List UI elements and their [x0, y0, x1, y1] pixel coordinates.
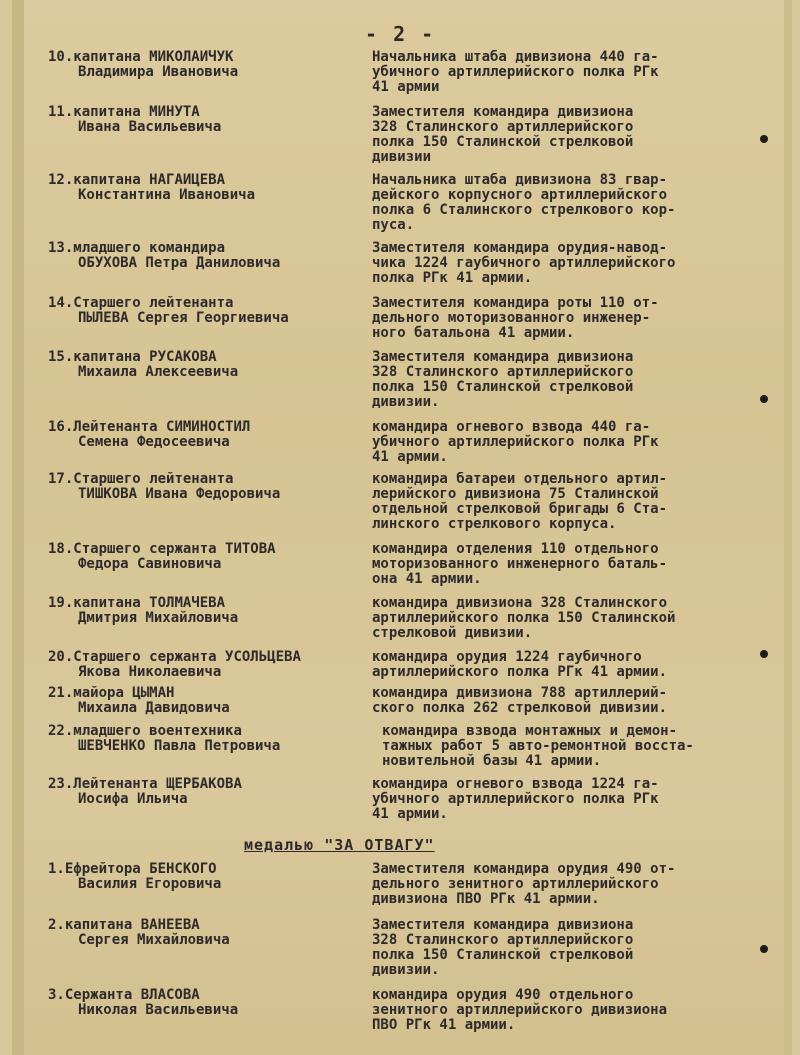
recipient-rank-name: капитана ТОЛМАЧЕВА: [73, 596, 226, 611]
recipient-position: командира дивизиона 788 артиллерий- ского полка 262 стрелковой дивизии.: [372, 686, 668, 716]
recipient-patronymic: Ивана Васильевича: [78, 119, 222, 135]
recipient-rank-name: Старшего лейтенанта: [73, 296, 234, 311]
recipient-rank-name: Лейтенанта ЩЕРБАКОВА: [73, 777, 242, 792]
recipient: [48, 350, 368, 380]
recipient-position: Заместителя командира орудия 490 от- дельного зенитного артиллерийского дивизиона ПВО РГк 41 армии.: [372, 862, 676, 907]
recipient-patronymic: Михаила Давидовича: [78, 700, 230, 716]
recipient: [48, 420, 368, 450]
recipient: [48, 50, 368, 80]
entry-number: 18.: [48, 542, 74, 557]
recipient-rank-name: Сержанта ВЛАСОВА: [64, 988, 200, 1003]
recipient-rank-name: капитана МИКОЛАЙЧУК: [73, 50, 234, 65]
entry-number: 2.: [48, 918, 65, 933]
recipient-position: Заместителя командира дивизиона 328 Сталинского артиллерийского полка 150 Сталинской стрелковой дивизии.: [372, 918, 634, 978]
recipient-rank-name: майора ЦЫМАН: [73, 686, 175, 701]
entry-number: 16.: [48, 420, 74, 435]
recipient: [48, 241, 368, 271]
entry-number: 10.: [48, 50, 74, 65]
entry-number: 11.: [48, 105, 74, 120]
recipient-patronymic: Владимира Ивановича: [78, 64, 239, 80]
entry-number: 23.: [48, 777, 74, 792]
recipient-rank-name: Старшего сержанта ТИТОВА: [73, 542, 276, 557]
recipient-position: Начальника штаба дивизиона 440 га- убичного артиллерийского полка РГк 41 армии: [372, 50, 659, 95]
entry-number: 15.: [48, 350, 74, 365]
recipient: [48, 105, 368, 135]
recipient-position: командира орудия 1224 гаубичного артиллерийского полка РГк 41 армии.: [372, 650, 668, 680]
recipient: [48, 173, 368, 203]
recipient-patronymic: Василия Егоровича: [78, 876, 222, 892]
punch-hole: [760, 395, 768, 403]
recipient-position: командира огневого взвода 440 га- убичного артиллерийского полка РГк 41 армии.: [372, 420, 659, 465]
entry-number: 22.: [48, 724, 74, 739]
recipient-patronymic: ОБУХОВА Петра Даниловича: [78, 255, 281, 271]
entry-number: 3.: [48, 988, 65, 1003]
recipient-position: командира отделения 110 отдельного моторизованного инженерного баталь- она 41 армии.: [372, 542, 668, 587]
recipient: [48, 724, 368, 754]
recipient-rank-name: Старшего лейтенанта: [73, 472, 234, 487]
section-heading: медалью "ЗА ОТВАГУ": [244, 836, 435, 854]
recipient-rank-name: капитана НАГАИЦЕВА: [73, 173, 226, 188]
punch-hole: [760, 945, 768, 953]
recipient-rank-name: Ефрейтора БЕНСКОГО: [64, 862, 217, 877]
recipient: [48, 918, 368, 948]
recipient-position: Заместителя командира дивизиона 328 Сталинского артиллерийского полка 150 Сталинской стрелковой дивизии: [372, 105, 634, 165]
recipient-position: Заместителя командира дивизиона 328 Сталинского артиллерийского полка 150 Сталинской стрелковой дивизии.: [372, 350, 634, 410]
recipient: [48, 862, 368, 892]
sheet-left-edge: [12, 0, 24, 1055]
recipient-rank-name: Старшего сержанта УСОЛЬЦЕВА: [73, 650, 301, 665]
recipient: [48, 296, 368, 326]
sheet-right-edge: [784, 0, 792, 1055]
recipient: [48, 777, 368, 807]
recipient-patronymic: ПЫЛЕВА Сергея Георгиевича: [78, 310, 289, 326]
recipient-rank-name: младшего воентехника: [73, 724, 242, 739]
punch-hole: [760, 135, 768, 143]
recipient-patronymic: Иосифа Ильича: [78, 791, 188, 807]
entry-number: 17.: [48, 472, 74, 487]
entry-number: 21.: [48, 686, 74, 701]
entry-number: 14.: [48, 296, 74, 311]
recipient-position: Заместителя командира орудия-навод- чика 1224 гаубичного артиллерийского полка РГк 41 армии.: [372, 241, 676, 286]
recipient: [48, 472, 368, 502]
punch-hole: [760, 650, 768, 658]
document-sheet: [12, 0, 792, 1055]
recipient: [48, 596, 368, 626]
entry-number: 19.: [48, 596, 74, 611]
page-number: - 2 -: [365, 22, 436, 46]
recipient: [48, 988, 368, 1018]
recipient-rank-name: капитана ВАНЕЕВА: [64, 918, 200, 933]
recipient-patronymic: ШЕВЧЕНКО Павла Петровича: [78, 738, 281, 754]
recipient-rank-name: капитана МИНУТА: [73, 105, 200, 120]
recipient-position: командира огневого взвода 1224 га- убичного артиллерийского полка РГк 41 армии.: [372, 777, 659, 822]
recipient-patronymic: Михаила Алексеевича: [78, 364, 239, 380]
entry-number: 13.: [48, 241, 74, 256]
recipient-patronymic: Семена Федосеевича: [78, 434, 230, 450]
entry-number: 1.: [48, 862, 65, 877]
recipient-position: командира орудия 490 отдельного зенитного артиллерийского дивизиона ПВО РГк 41 армии.: [372, 988, 668, 1033]
entry-number: 12.: [48, 173, 74, 188]
recipient: [48, 686, 368, 716]
recipient-position: командира батареи отдельного артил- лерийского дивизиона 75 Сталинской отдельной стрелковой бригады 6 Ста- линского стрелкового корпуса.: [372, 472, 668, 532]
recipient-patronymic: ТИШКОВА Ивана Федоровича: [78, 486, 281, 502]
entry-number: 20.: [48, 650, 74, 665]
recipient-patronymic: Федора Савиновича: [78, 556, 222, 572]
recipient-patronymic: Сергея Михайловича: [78, 932, 230, 948]
recipient-position: Заместителя командира роты 110 от- дельного моторизованного инженер- ного батальона 41 армии.: [372, 296, 659, 341]
recipient-rank-name: капитана РУСАКОВА: [73, 350, 217, 365]
recipient: [48, 542, 368, 572]
recipient-rank-name: младшего командира: [73, 241, 226, 256]
recipient-rank-name: Лейтенанта СИМИНОСТИЛ: [73, 420, 251, 435]
recipient-patronymic: Константина Ивановича: [78, 187, 256, 203]
recipient-patronymic: Якова Николаевича: [78, 664, 222, 680]
recipient-position: командира дивизиона 328 Сталинского артиллерийского полка 150 Сталинской стрелковой дивизии.: [372, 596, 676, 641]
recipient-patronymic: Николая Васильевича: [78, 1002, 239, 1018]
recipient-position: командира взвода монтажных и демон- тажных работ 5 авто-ремонтной восста- новительной базы 41 армии.: [382, 724, 694, 769]
recipient-patronymic: Дмитрия Михайловича: [78, 610, 239, 626]
recipient-position: Начальника штаба дивизиона 83 гвар- дейского корпусного артиллерийского полка 6 Сталинского стрелкового кор- пуса.: [372, 173, 676, 233]
recipient: [48, 650, 368, 680]
